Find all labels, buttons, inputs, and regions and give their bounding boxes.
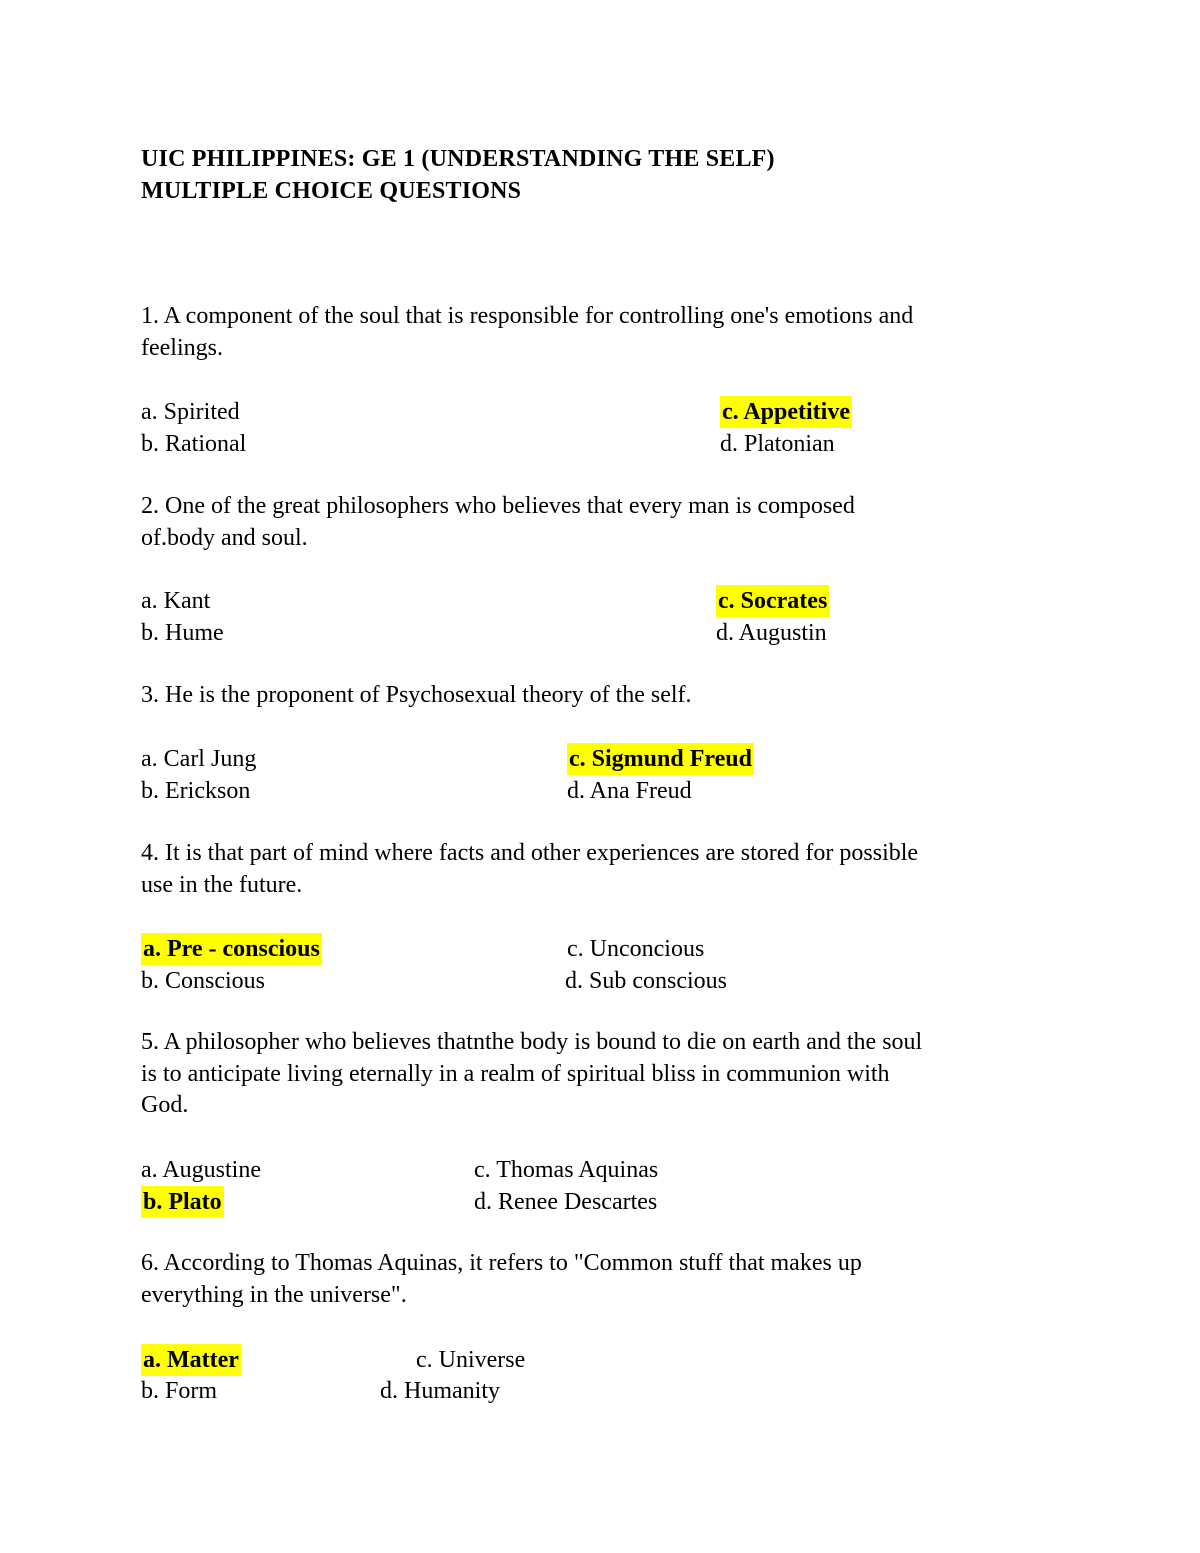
option-a: a. Carl Jung	[141, 746, 257, 772]
document-subtitle: MULTIPLE CHOICE QUESTIONS	[141, 178, 522, 204]
question-text-line: of.body and soul.	[141, 525, 308, 551]
option-c-correct-answer: c. Appetitive	[720, 396, 852, 428]
option-d: d. Renee Descartes	[474, 1189, 658, 1215]
option-d: d. Humanity	[380, 1378, 500, 1404]
question-text-line: 3. He is the proponent of Psychosexual theory of the self.	[141, 682, 692, 708]
question-text-line: 2. One of the great philosophers who believes that every man is composed	[141, 493, 855, 519]
option-b: b. Hume	[141, 620, 224, 646]
document-title: UIC PHILIPPINES: GE 1 (UNDERSTANDING THE SELF)	[141, 146, 775, 172]
question-text-line: 6. According to Thomas Aquinas, it refers to "Common stuff that makes up	[141, 1250, 862, 1276]
question-text-line: 1. A component of the soul that is responsible for controlling one's emotions and	[141, 303, 914, 329]
option-a: a. Kant	[141, 588, 211, 614]
option-d: d. Sub conscious	[565, 968, 727, 994]
option-b-correct-answer: b. Plato	[141, 1186, 224, 1218]
option-a: a. Augustine	[141, 1157, 261, 1183]
option-c: c. Thomas Aquinas	[474, 1157, 659, 1183]
question-text-line: everything in the universe".	[141, 1282, 407, 1308]
option-c: c. Unconcious	[567, 936, 705, 962]
option-c-correct-answer: c. Sigmund Freud	[567, 743, 754, 775]
option-a-correct-answer: a. Matter	[141, 1344, 241, 1376]
option-b: b. Rational	[141, 431, 247, 457]
question-text-line: 4. It is that part of mind where facts and other experiences are stored for possible	[141, 840, 919, 866]
question-text-line: is to anticipate living eternally in a realm of spiritual bliss in communion with	[141, 1061, 890, 1087]
option-a: a. Spirited	[141, 399, 240, 425]
option-d: d. Platonian	[720, 431, 835, 457]
question-text-line: use in the future.	[141, 872, 303, 898]
option-b: b. Form	[141, 1378, 218, 1404]
question-text-line: God.	[141, 1092, 189, 1118]
option-b: b. Erickson	[141, 778, 251, 804]
option-c: c. Universe	[416, 1347, 526, 1373]
option-d: d. Ana Freud	[567, 778, 692, 804]
option-a-correct-answer: a. Pre - conscious	[141, 933, 322, 965]
option-b: b. Conscious	[141, 968, 266, 994]
question-text-line: 5. A philosopher who believes thatnthe body is bound to die on earth and the soul	[141, 1029, 923, 1055]
question-text-line: feelings.	[141, 335, 223, 361]
option-d: d. Augustin	[716, 620, 827, 646]
option-c-correct-answer: c. Socrates	[716, 585, 829, 617]
